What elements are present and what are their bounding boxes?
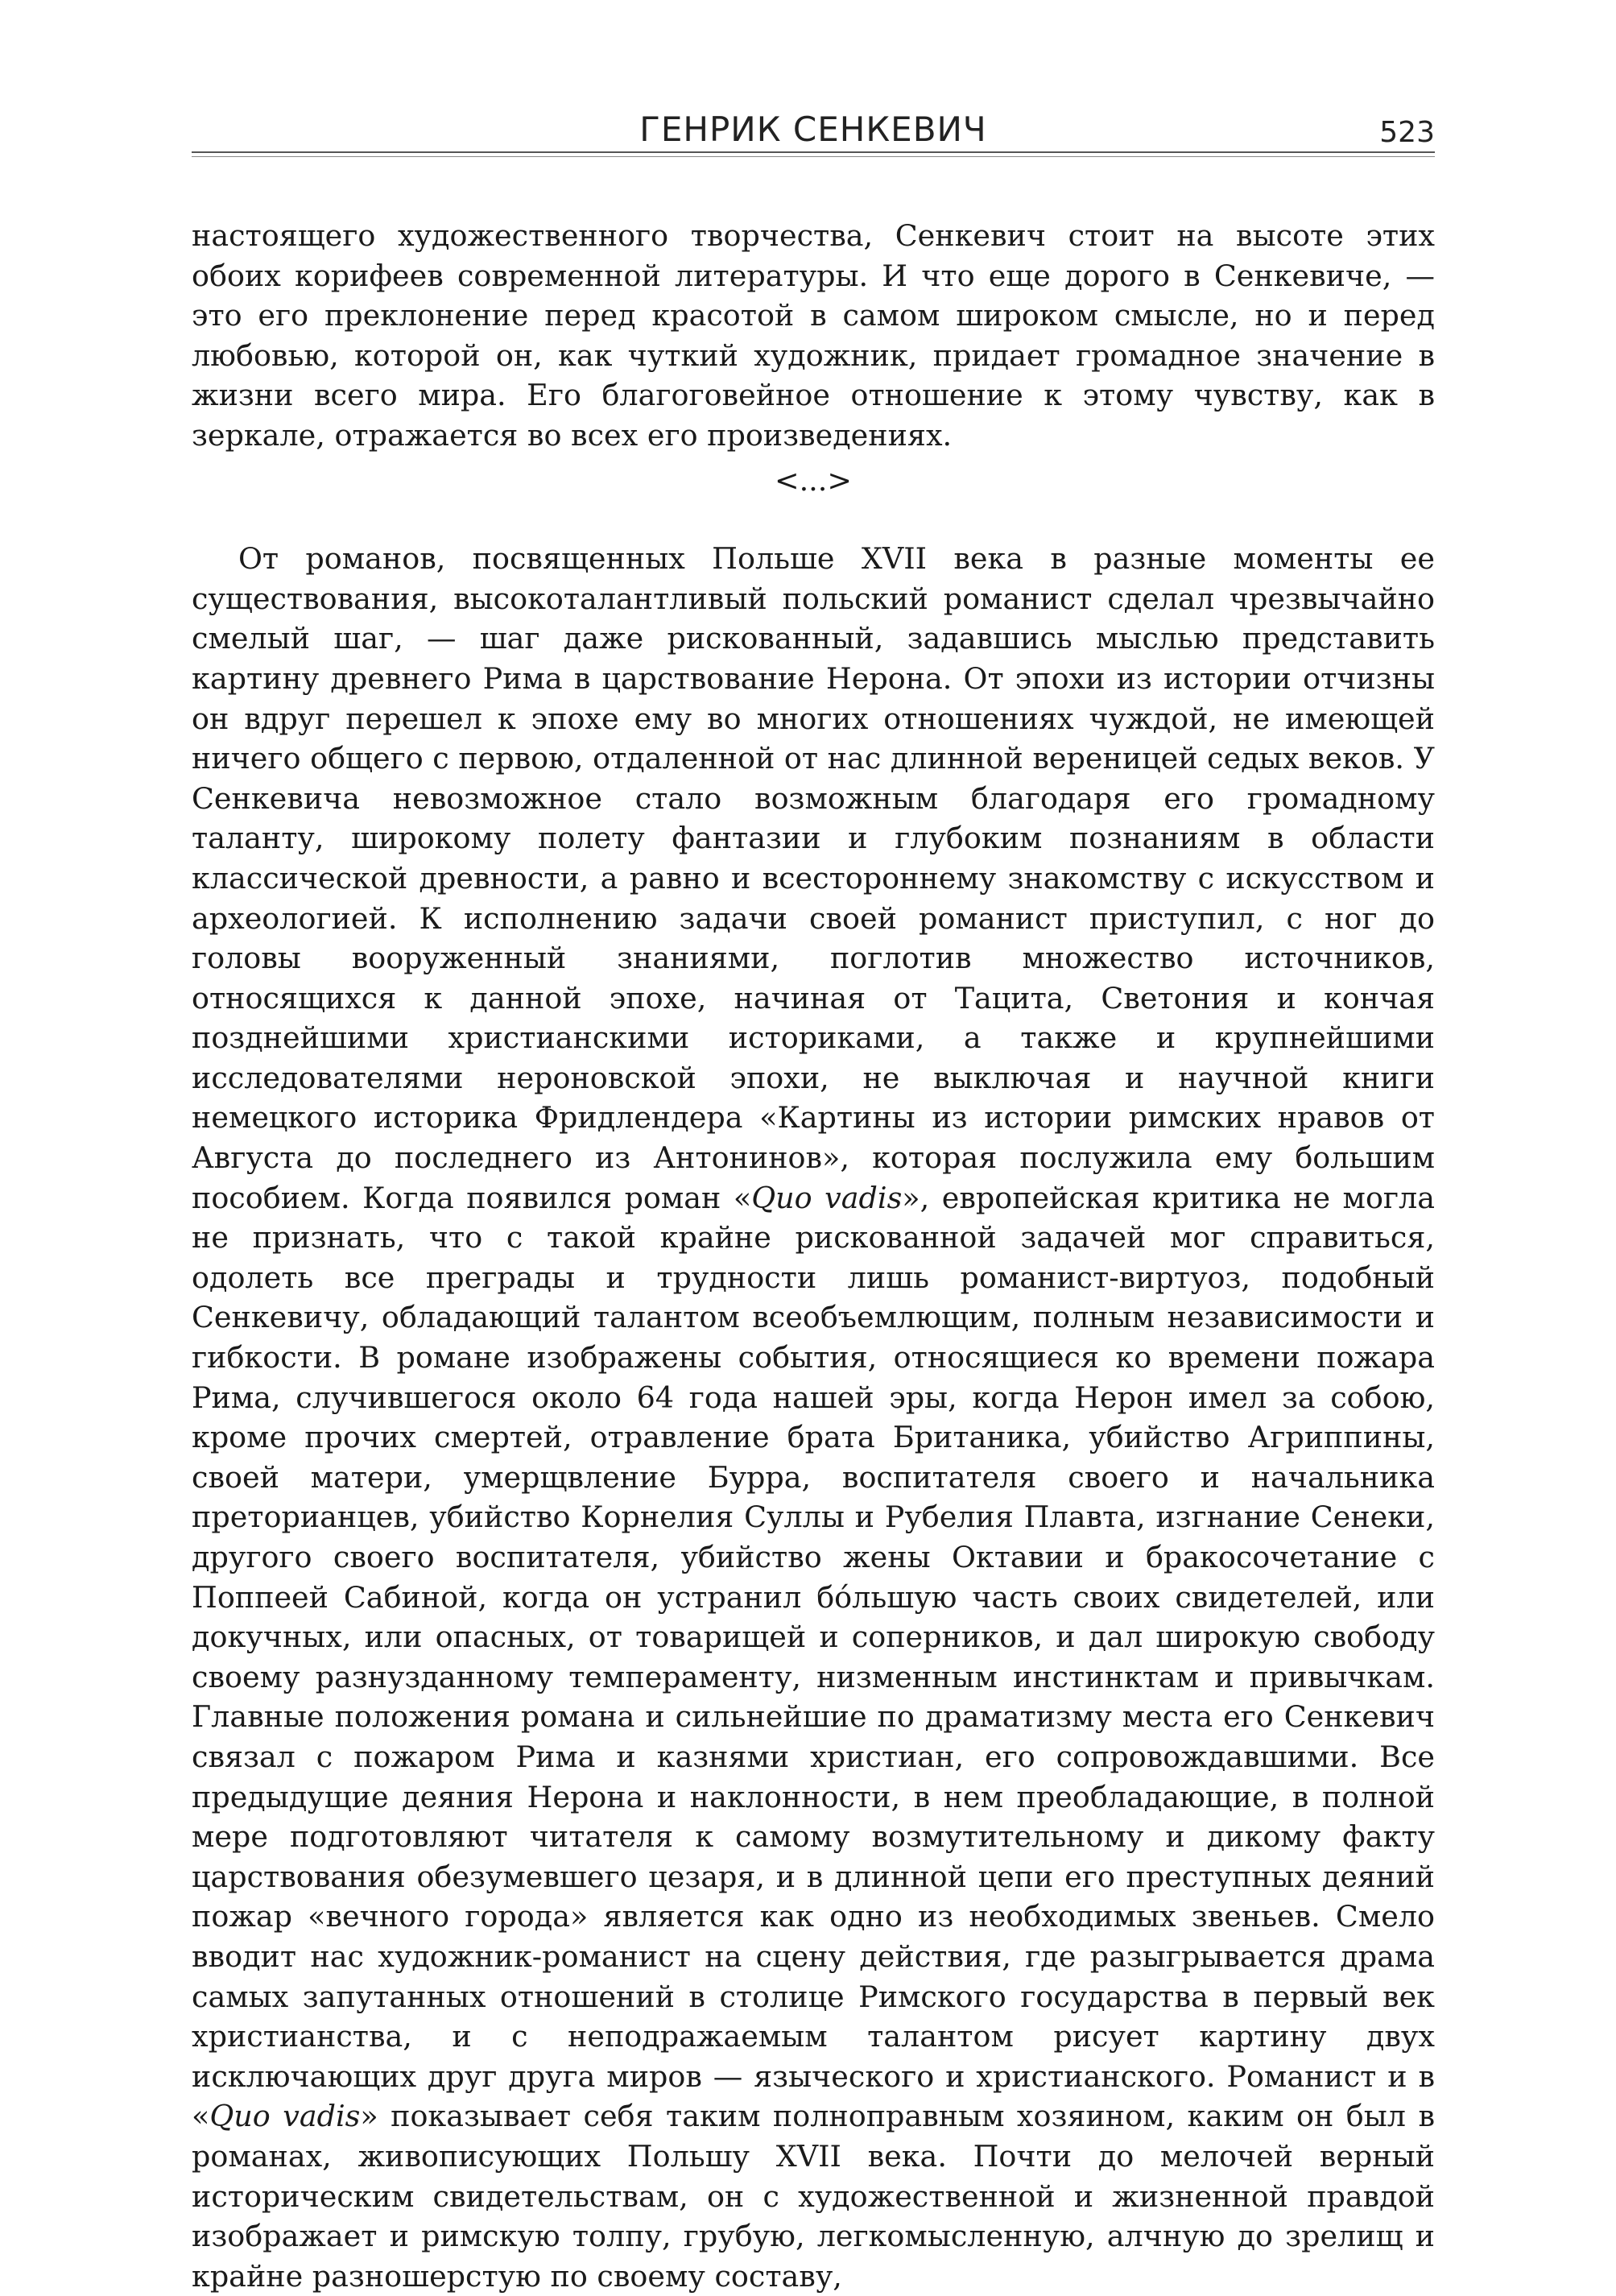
italic-title-quo-vadis: Quo vadis [209,2099,361,2134]
running-title: ГЕНРИК СЕНКЕВИЧ [639,110,987,149]
paragraph-text-part-2: », европейская критика не могла не признать, что с такой крайне рискованной задачей мог справиться, одолеть все преграды и трудности лишь романист-виртуоз, подобный Сенкевичу, обладающий талантом всеобъемлющим, полным независимости и гибкости. В романе изображены события, относящиеся ко времени пожара Рима, случившегося около 64 года нашей эры, когда Нерон имел за собою, кроме прочих смертей, отравление брата Британика, убийство Агриппины, своей матери, умерщвление Бурра, воспитателя своего и начальника преторианцев, убийство Корнелия Суллы и Рубелия Плавта, изгнание Сенеки, другого своего воспитателя, убийство жены Октавии и бракосочетание с Поппеей Сабиной, когда он устранил бóльшую часть своих свидетелей, или докучных, или опасных, от товарищей и соперников, и дал широкую свободу своему разнузданному темпераменту, низменным инстинктам и привычкам. Главные положения романа и сильнейшие по драматизму места его Сенкевич связал с пожаром Рима и казнями христиан, его сопровождавшими. Все предыдущие деяния Нерона и наклонности, в нем преобладающие, в полной мере подготовляют читателя к самому возмутительному и дикому факту царствования обезумевшего цезаря, и в длинной цепи его преступных деяний пожар «вечного города» является как одно из необходимых звеньев. Смело вводит нас художник-романист на сцену действия, где разыгрывается драма самых запутанных отношений в столице Римского государства в первый век христианства, и с неподражаемым талантом рисует картину двух исключающих друг друга миров — языческого и христианского. Романист и в « [192,1180,1435,2134]
omission-mark: <...> [775,462,852,498]
paragraph-continued: настоящего художественного творчества, Сенкевич стоит на высоте этих обоих корифеев современной литературы. И что еще дорого в Сенкевиче, — это его преклонение перед красотой в самом широком смысле, но и перед любовью, которой он, как чуткий художник, придает громадное значение в жизни всего мира. Его благоговейное отношение к этому чувству, как в зеркале, отражается во всех его произведениях. [192,218,1435,453]
running-head [192,105,1435,153]
header-rule [192,151,1435,157]
italic-title-quo-vadis: Quo vadis [751,1180,903,1215]
paragraph-text-part-1: От романов, посвященных Польше XVII века в разные моменты ее существования, высокоталантливый польский романист сделал чрезвычайно смелый шаг, — шаг даже рискованный, задавшись мыслью представить картину древнего Рима в царствование Нерона. От эпохи из истории отчизны он вдруг перешел к эпохе ему во многих отношениях чуждой, не имеющей ничего общего с первою, отдаленной от нас длинной вереницей седых веков. У Сенкевича невозможное стало возможным благодаря его громадному таланту, широкому полету фантазии и глубоким познаниям в области классической древности, а равно и всестороннему знакомству с искусством и археологией. К исполнению задачи своей романист приступил, с ног до головы вооруженный знаниями, поглотив множество источников, относящихся к данной эпохе, начиная от Тацита, Светония и кончая позднейшими христианскими историками, а также и крупнейшими исследователями нероновской эпохи, не выключая и научной книги немецкого историка Фридлендера «Картины из истории римских нравов от Августа до последнего из Антонинов», которая послужила ему большим пособием. Когда появился роман « [192,541,1435,1215]
page-number: 523 [1379,116,1435,149]
paragraph-quo-vadis [192,539,1435,2296]
paragraph-text-part-3: » показывает себя таким полноправным хозяином, каким он был в романах, живописующих Польшу XVII века. Почти до мелочей верный историческим свидетельствам, он с художественной и жизненной правдой изображает и римскую толпу, грубую, легкомысленную, алчную до зрелищ и крайне разношерстую по своему составу, [192,2099,1435,2294]
body-text [192,216,1435,2296]
